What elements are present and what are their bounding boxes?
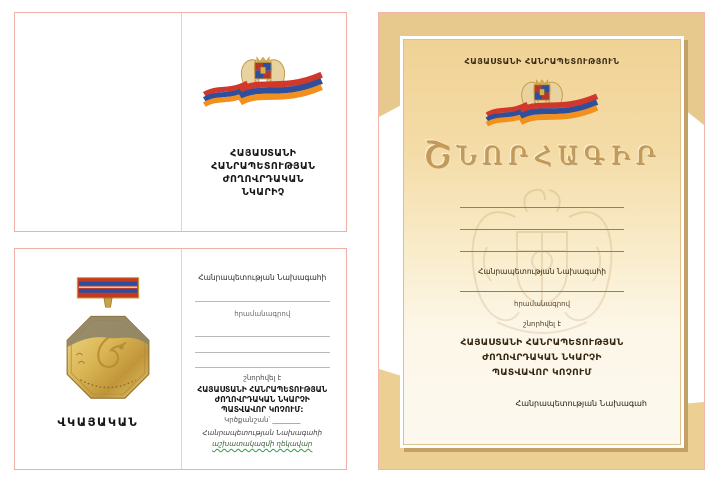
blank-line: [460, 207, 624, 208]
badge-number-label: Կրծքանշան՝ ________: [224, 416, 301, 424]
blank-line: [460, 291, 624, 292]
cover-title-line: ՀԱՅԱՍՏԱՆԻ: [230, 148, 297, 159]
armenia-coat-of-arms-flag-icon: [201, 49, 325, 119]
diploma-title-rest: ՆՈՐՀԱԳԻՐ: [456, 141, 661, 170]
honorary-title-line: ՀԱՅԱՍՏԱՆԻ ՀԱՆՐԱՊԵՏՈՒԹՅԱՆ: [197, 385, 328, 394]
honorary-title-block: [403, 336, 681, 381]
cover-title-line: ԺՈՂՈՎՐԴԱԿԱՆ: [222, 174, 304, 185]
certificate-text-half: [181, 249, 347, 469]
honorary-title-line: ՊԱՏՎԱՎՈՐ ԿՈՉՈՒՄ:: [221, 405, 304, 414]
signature-title-line2: աշխատակազմի ղեկավար: [212, 440, 313, 448]
cover-title-line: ՆԿԱՐԻՉ: [241, 187, 285, 198]
medal-half: [15, 249, 181, 469]
president-heading: Հանրապետության Նախագահի: [198, 273, 327, 282]
diploma-sheet: [400, 36, 684, 448]
diploma-title-initial: Շ: [423, 135, 457, 176]
honorary-title-line: ԺՈՂՈՎՐԴԱԿԱՆ ՆԿԱՐՉԻ: [214, 395, 310, 404]
signature-title-line1: Հանրապետության Նախագահի: [202, 429, 323, 437]
armenia-coat-of-arms-flag-icon: [484, 72, 600, 138]
diploma-panel: [378, 12, 705, 470]
president-signature-line: Հանրապետության Նախագահ: [515, 399, 647, 408]
cover-title-line: ՀԱՆՐԱՊԵՏՈՒԹՅԱՆ: [211, 161, 316, 172]
honorary-title-line: ՀԱՅԱՍՏԱՆԻ ՀԱՆՐԱՊԵՏՈՒԹՅԱՆ: [460, 338, 624, 348]
blank-line: [195, 367, 331, 368]
blank-line: [460, 251, 624, 252]
blank-line: [195, 336, 331, 337]
blank-line: [460, 229, 624, 230]
honorary-title-line: ՊԱՏՎԱՎՈՐ ԿՈՉՈՒՄ: [492, 368, 592, 378]
awarded-label: շնորհվել է: [523, 320, 561, 328]
blank-line: [195, 301, 331, 302]
president-heading: Հանրապետության Նախագահի: [477, 267, 607, 276]
honorary-title-line: ԺՈՂՈՎՐԴԱԿԱՆ ՆԿԱՐՉԻ: [482, 353, 602, 363]
awarded-label: շնորհվել է: [243, 374, 282, 382]
booklet-cover-card: [14, 12, 347, 232]
decree-label: հրամանագրով: [513, 300, 571, 308]
certificate-inside-card: [14, 248, 347, 470]
cover-front-half: [181, 13, 347, 231]
cover-title: [181, 147, 347, 199]
honorary-title-block: [191, 385, 335, 415]
blank-line: [195, 352, 331, 353]
diploma-header: ՀԱՅԱՍՏԱՆԻ ՀԱՆՐԱՊԵՏՈՒԹՅՈՒՆ: [464, 57, 620, 66]
medal-icon: [62, 275, 154, 409]
certificate-label: ՎԿԱՅԱԿԱՆ: [57, 415, 139, 429]
decree-label: հրամանագրով: [234, 310, 291, 318]
cover-blank-half: [15, 13, 181, 231]
